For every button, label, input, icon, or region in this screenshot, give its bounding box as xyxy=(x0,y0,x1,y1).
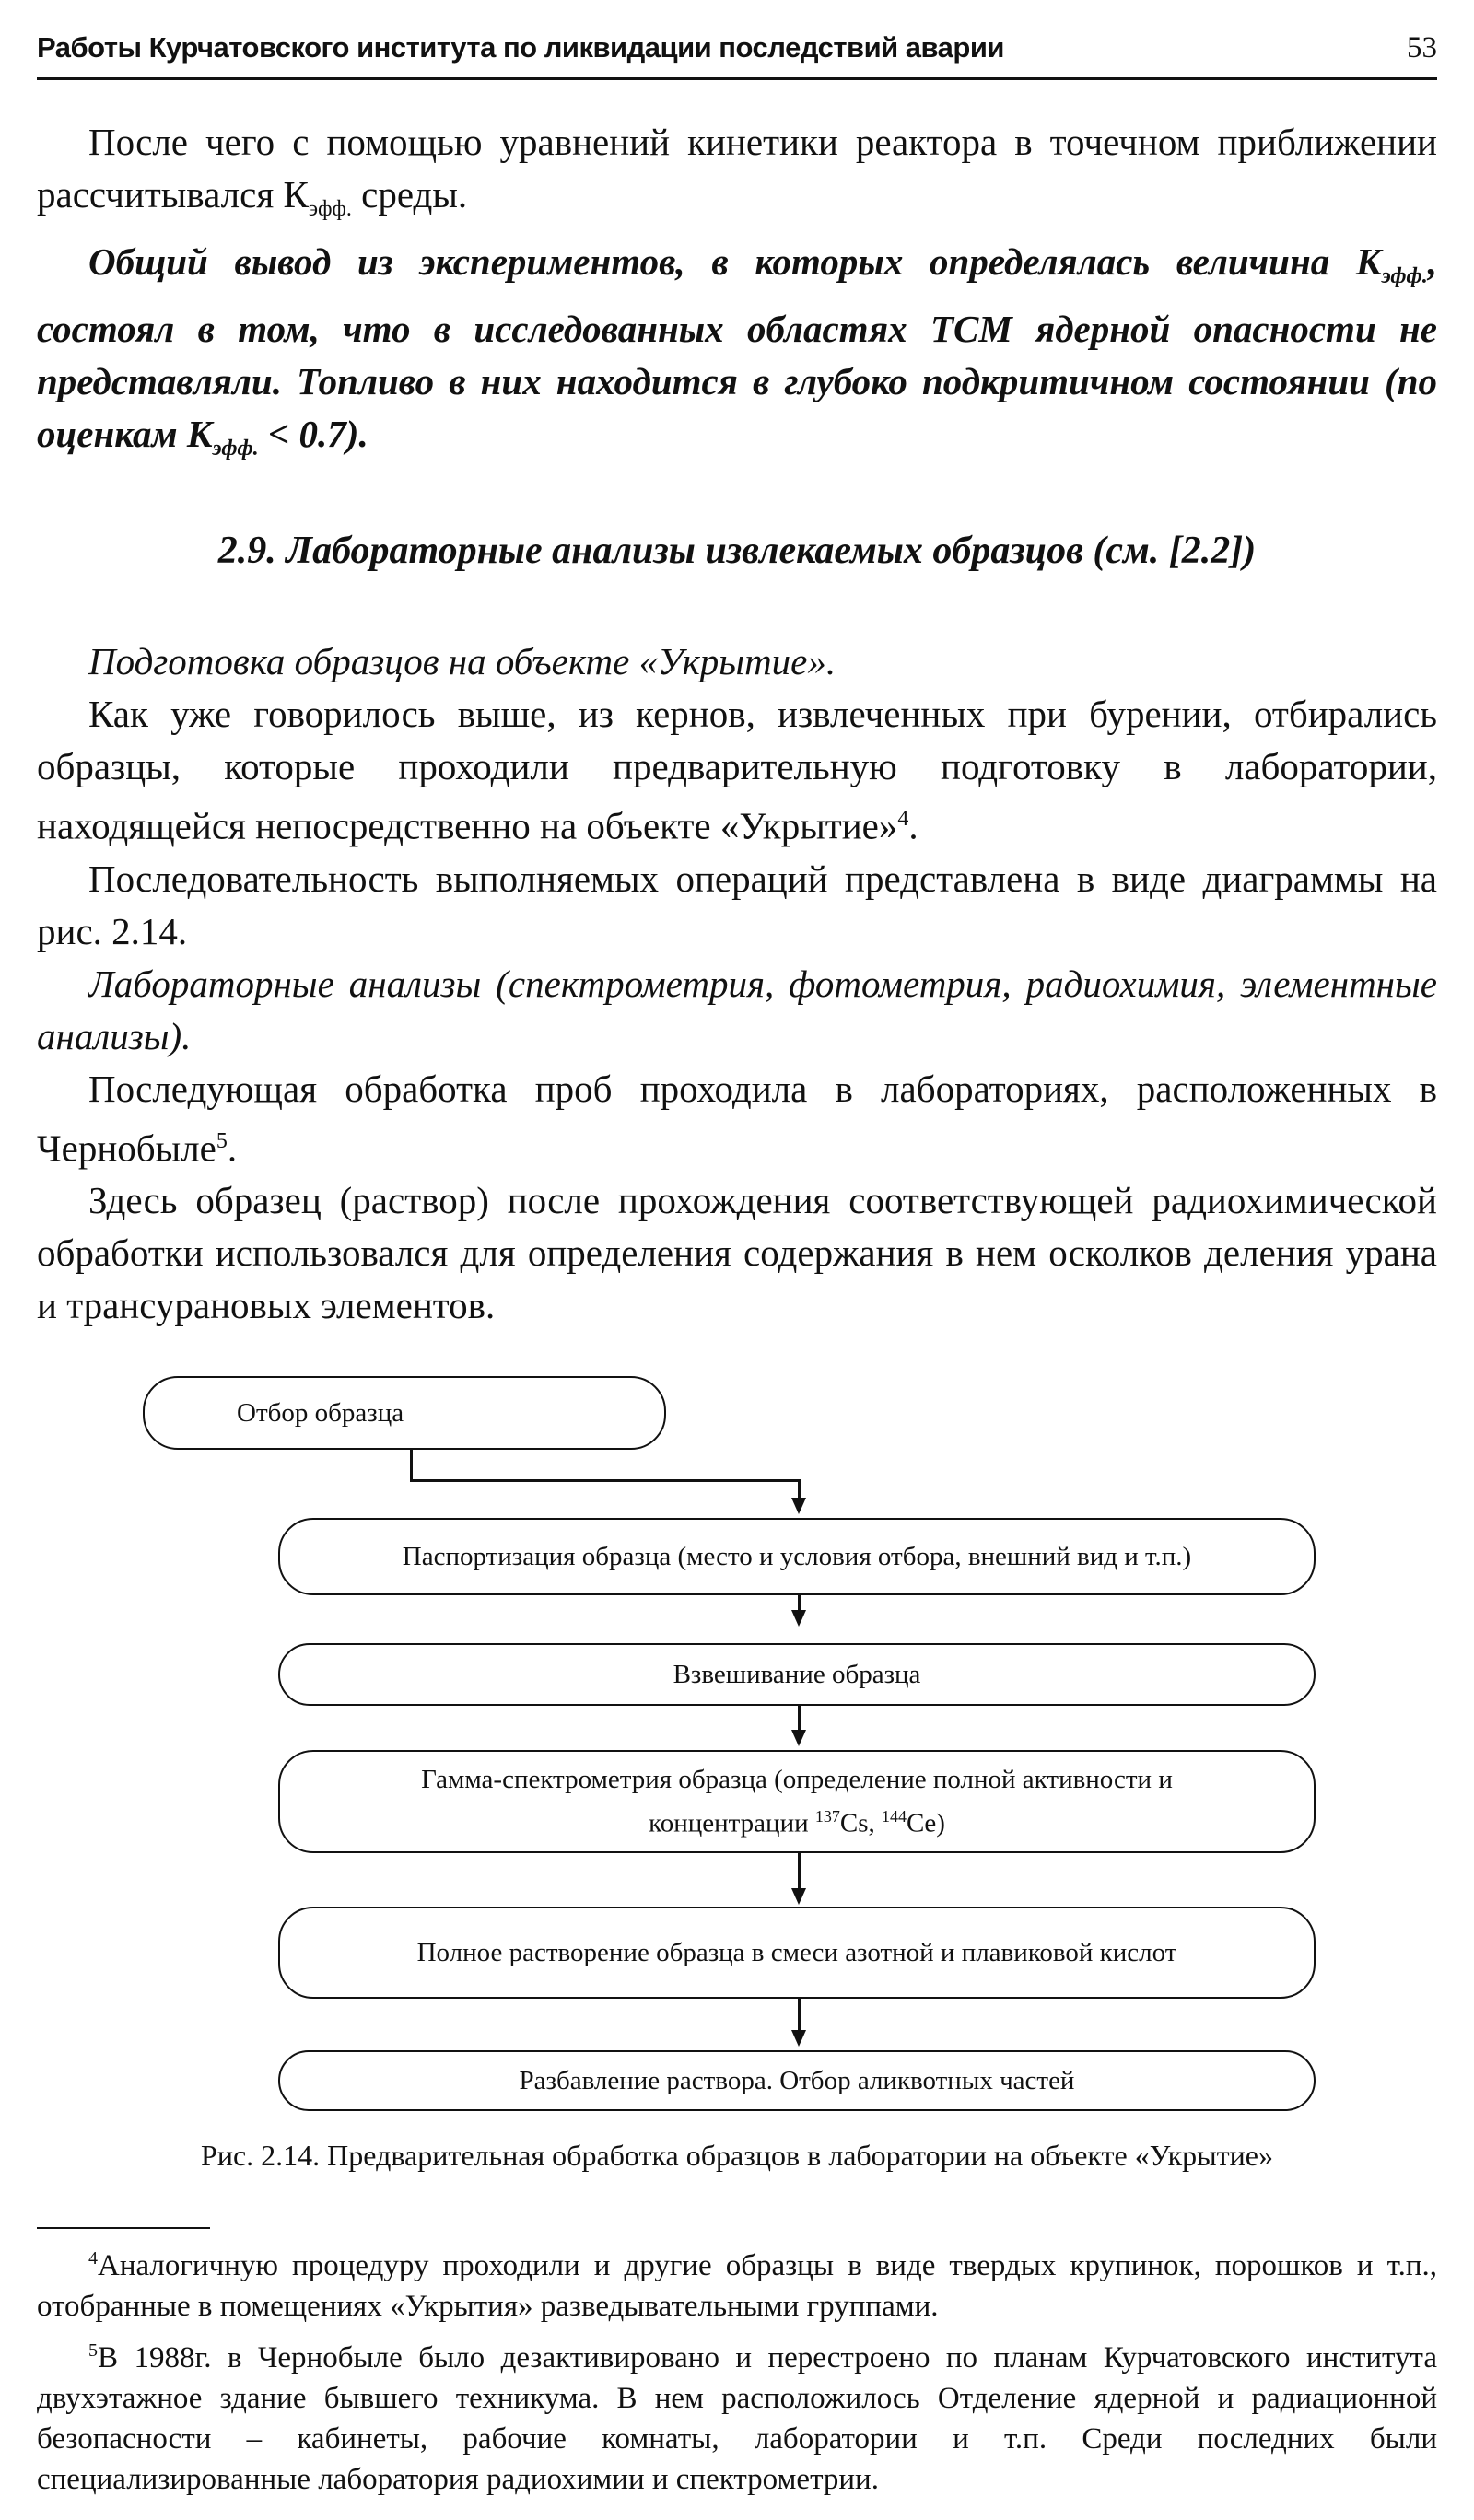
isotope-mass: 137 xyxy=(814,1807,840,1826)
p1-text-end: среды. xyxy=(351,173,468,216)
p1-text: После чего с помощью уравнений кинетики реактора в точечном приближении рассчитывался К xyxy=(37,121,1437,216)
isotope-ce: Ce) xyxy=(907,1808,945,1838)
connector-line xyxy=(798,1479,801,1499)
page-header xyxy=(37,26,1437,80)
footnote-ref-5: 5 xyxy=(216,1128,228,1153)
footnote-5 xyxy=(37,2330,1437,2500)
p2-text-end: < 0.7). xyxy=(258,413,368,456)
p3-text-end: . xyxy=(908,804,918,847)
arrow-down-icon xyxy=(791,1730,806,1746)
footnote-ref-4: 4 xyxy=(897,807,909,831)
gamma-line2 xyxy=(649,1798,945,1842)
paragraph-cores xyxy=(37,688,1437,853)
flow-step-weighing: Взвешивание образца xyxy=(278,1643,1316,1706)
connector-line xyxy=(798,1853,801,1890)
p3-text: Как уже говорилось выше, из кернов, извлеченных при бурении, отбирались образцы, которые проходили предварительную подготовку в лаборатории, находящейся непосредственно на объекте «Укрытие» xyxy=(37,693,1437,847)
p2-text: Общий вывод из экспериментов, в которых определялась величина К xyxy=(88,240,1382,284)
paragraph-solution: Здесь образец (раствор) после прохождения соответствующей радиохимической обработки использовался для определения содержания в нем осколков деления урана и трансурановых элементов. xyxy=(37,1179,1437,1327)
running-title: Работы Курчатовского института по ликвидации последствий аварии xyxy=(37,31,1004,64)
paragraph-chernobyl xyxy=(37,1063,1437,1175)
connector-line xyxy=(410,1450,413,1481)
connector-line xyxy=(798,1706,801,1732)
footnote-5-text: В 1988г. в Чернобыле было дезактивировано и перестроено по планам Курчатовского института двухэтажное здание бывшего техникума. В нем расположилось Отделение ядерной и радиационной безопасности – кабинеты, рабочие комнаты, лаборатории и т.п. Среди последних были специализированные лаборатория радиохимии и спектрометрии. xyxy=(37,2341,1437,2496)
gamma-line1: Гамма-спектрометрия образца (определение полной активности и xyxy=(421,1765,1173,1795)
arrow-down-icon xyxy=(791,1888,806,1905)
footnote-4-text: Аналогичную процедуру проходили и другие образцы в виде твердых крупинок, порошков и т.п., отобранные в помещениях «Укрытия» разведывательными группами. xyxy=(37,2249,1437,2323)
footnotes xyxy=(37,2238,1437,2503)
p2-text-mid: , состоял в том, что в исследованных областях ТСМ ядерной опасности не представляли. Топливо в них находится в глубоко подкритичном состоянии (по оценкам К xyxy=(37,240,1437,456)
footnote-mark: 4 xyxy=(88,2248,98,2269)
paragraph-conclusion xyxy=(37,236,1437,475)
p5-text: Последующая обработка проб проходила в лабораториях, расположенных в Чернобыле xyxy=(37,1067,1437,1170)
footnote-divider xyxy=(37,2227,210,2229)
footnote-mark: 5 xyxy=(88,2340,98,2361)
arrow-down-icon xyxy=(791,1610,806,1627)
intro-block xyxy=(37,116,1437,476)
paragraph-sequence: Последовательность выполняемых операций представлена в виде диаграммы на рис. 2.14. xyxy=(37,857,1437,952)
section-title: 2.9. Лабораторные анализы извлекаемых образцов (см. [2.2]) xyxy=(217,530,1257,572)
isotope-cs: Cs, xyxy=(839,1808,883,1838)
arrow-down-icon xyxy=(791,2030,806,2047)
k-eff-subscript: эфф. xyxy=(1381,264,1428,289)
gamma-text: концентрации xyxy=(649,1808,815,1838)
page-number: 53 xyxy=(1407,31,1437,64)
flow-step-dilution: Разбавление раствора. Отбор аликвотных частей xyxy=(278,2050,1316,2111)
connector-line xyxy=(410,1479,800,1482)
figure-caption: Рис. 2.14. Предварительная обработка образцов в лаборатории на объекте «Укрытие» xyxy=(201,2139,1273,2172)
subheading-analyses: Лабораторные анализы (спектрометрия, фотометрия, радиохимия, элементные анализы). xyxy=(37,962,1437,1057)
k-eff-subscript: эфф. xyxy=(212,437,259,461)
subheading-preparation: Подготовка образцов на объекте «Укрытие». xyxy=(88,640,836,682)
flow-step-sampling: Отбор образца xyxy=(143,1376,666,1450)
isotope-mass: 144 xyxy=(882,1807,907,1826)
flow-step-gamma xyxy=(278,1750,1316,1853)
paragraph-kinetics xyxy=(37,116,1437,236)
flow-step-passport: Паспортизация образца (место и условия отбора, внешний вид и т.п.) xyxy=(278,1518,1316,1595)
k-eff-subscript: эфф. xyxy=(308,197,352,222)
footnote-4 xyxy=(37,2238,1437,2327)
flow-step-dissolution: Полное растворение образца в смеси азотной и плавиковой кислот xyxy=(278,1907,1316,1999)
section-body xyxy=(37,636,1437,1332)
connector-line xyxy=(798,1999,801,2032)
p5-text-end: . xyxy=(227,1126,238,1170)
arrow-down-icon xyxy=(791,1498,806,1514)
